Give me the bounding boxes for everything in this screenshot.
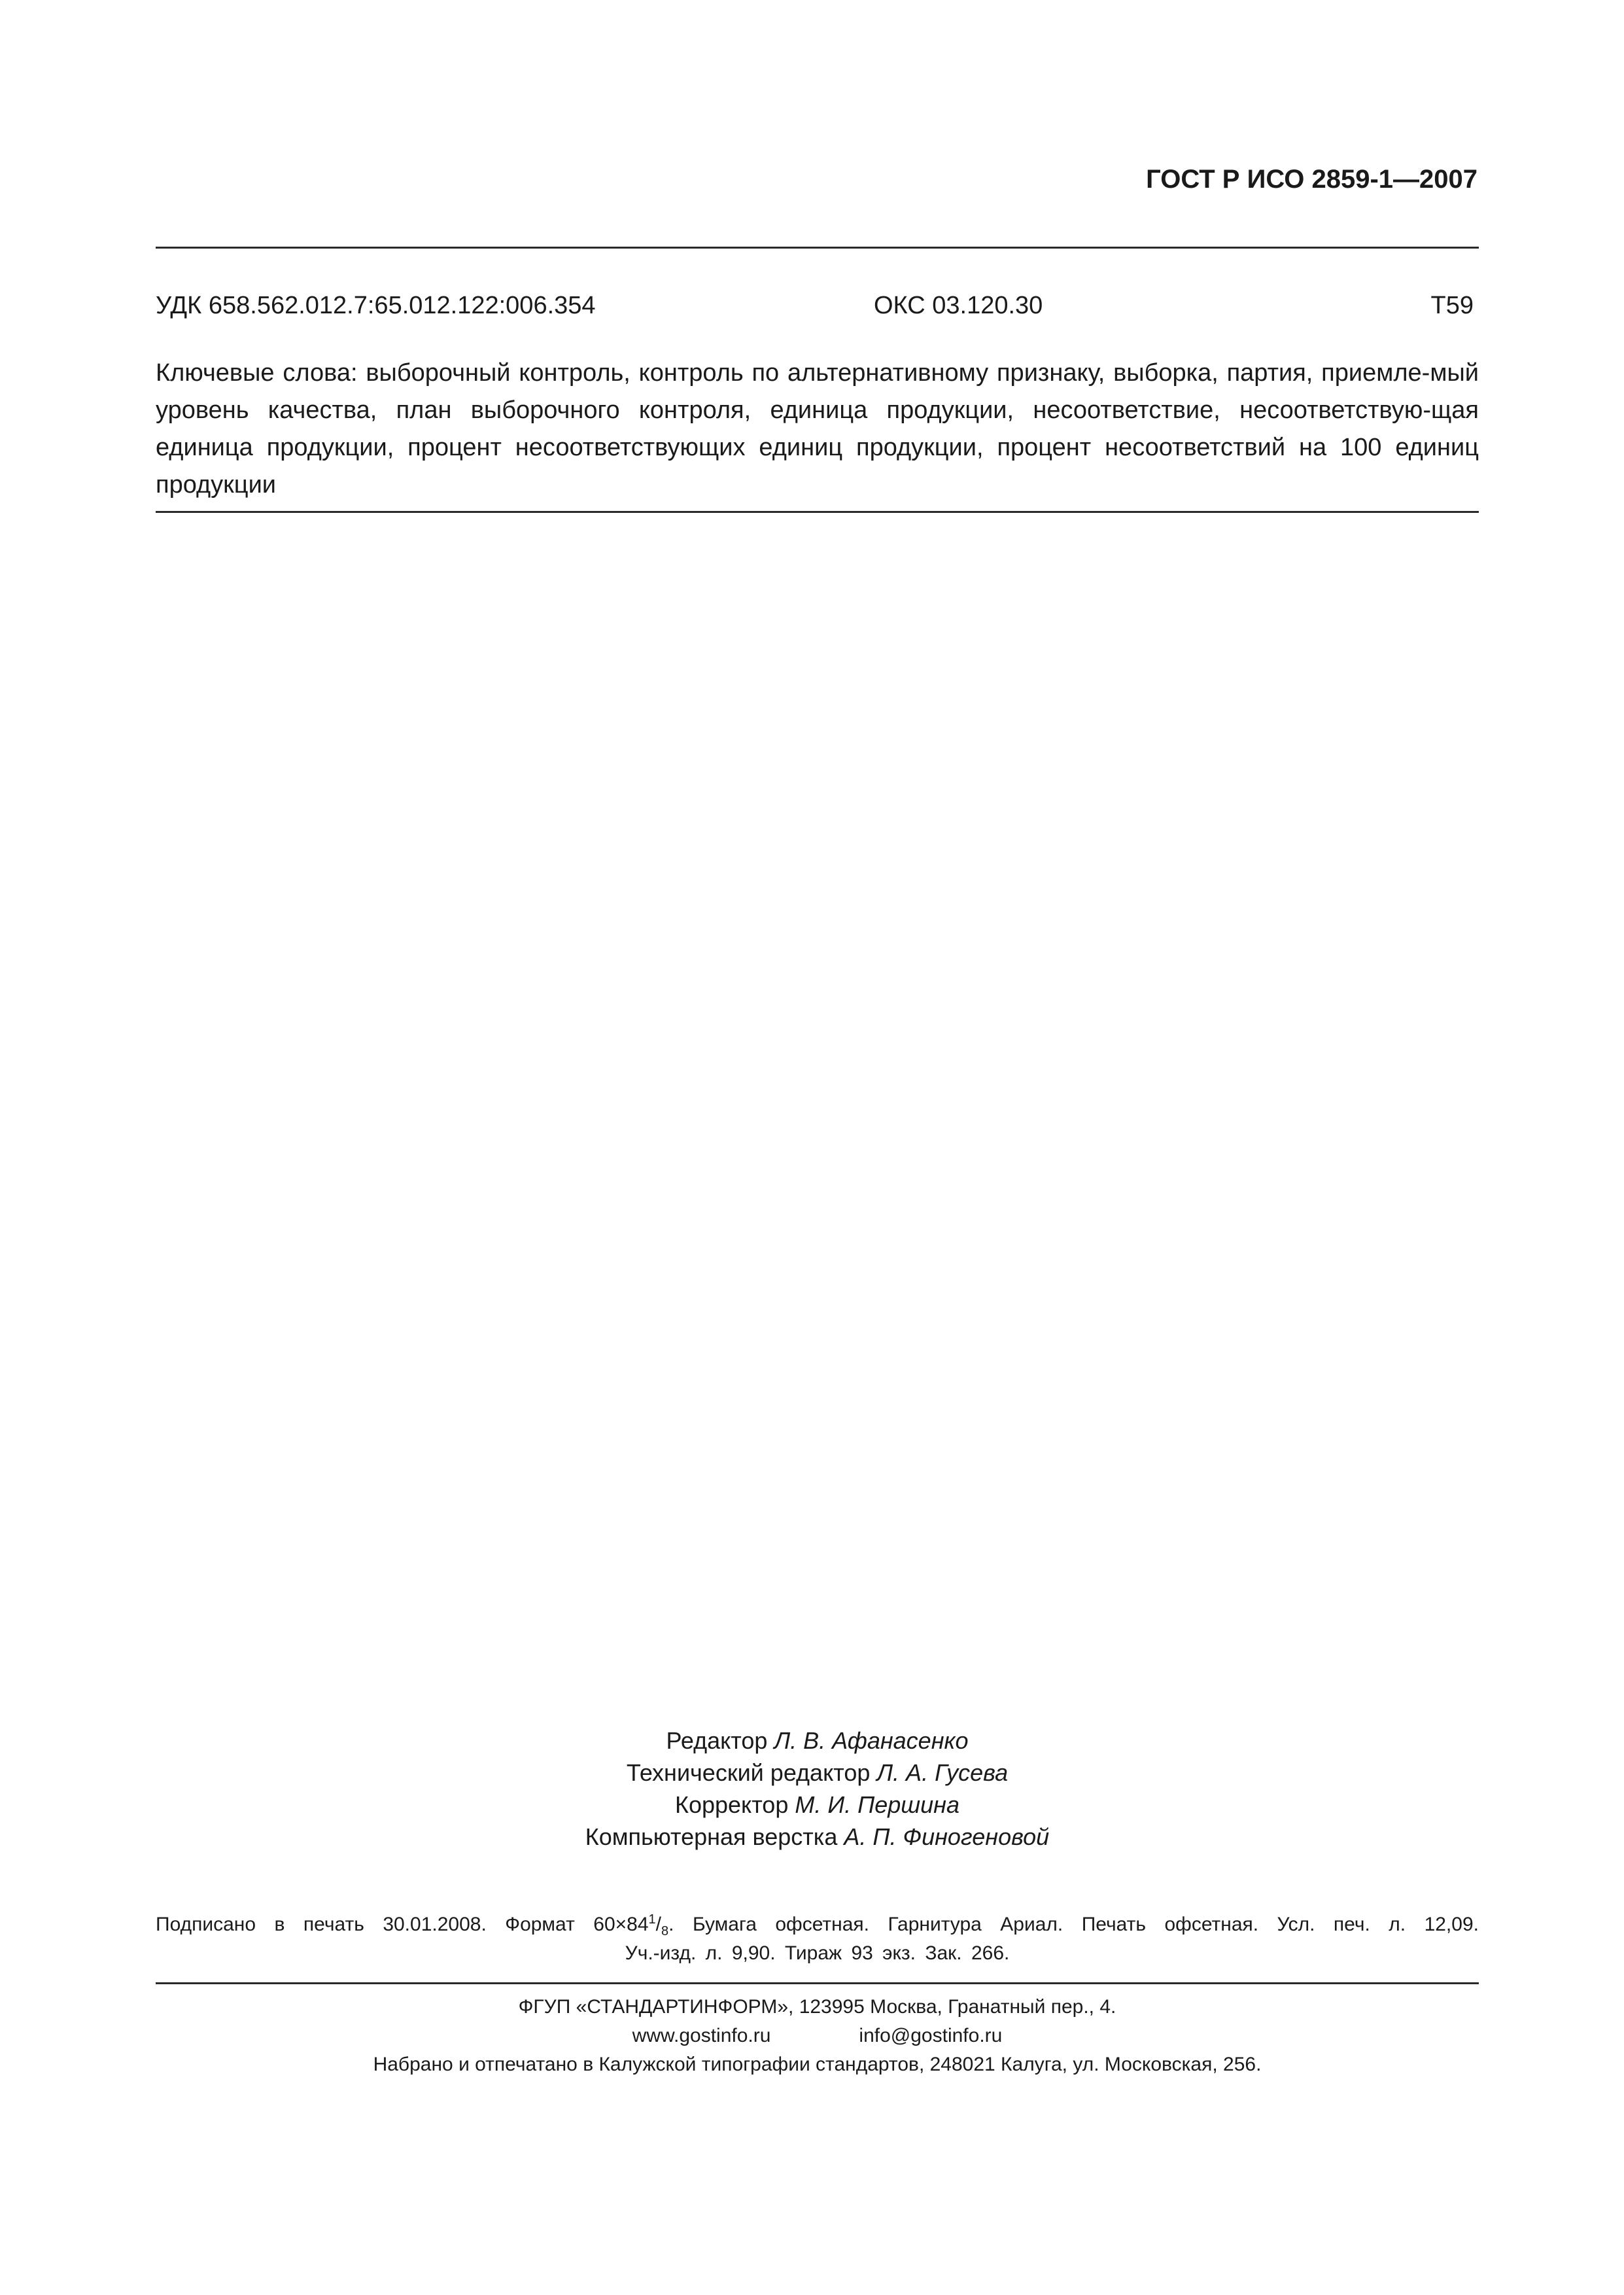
group-code: Т59 xyxy=(1430,292,1474,319)
staff-name: А. П. Финогеновой xyxy=(844,1823,1050,1850)
print-imprint xyxy=(156,1910,1479,1968)
staff-name: М. И. Першина xyxy=(795,1791,959,1818)
classification-row xyxy=(156,292,1479,324)
imprint-signed-suffix: . Бумага офсетная. Гарнитура Ариал. Печать офсетная. Усл. печ. л. 12,09. xyxy=(668,1914,1479,1935)
staff-line-layout xyxy=(156,1821,1479,1853)
editorial-staff xyxy=(156,1725,1479,1853)
staff-role: Технический редактор xyxy=(626,1759,871,1786)
udk-code: УДК 658.562.012.7:65.012.122:006.354 xyxy=(156,292,596,319)
format-numerator: 1 xyxy=(648,1912,656,1927)
document-code: ГОСТ Р ИСО 2859-1—2007 xyxy=(1146,165,1477,194)
staff-name: Л. А. Гусева xyxy=(876,1759,1009,1786)
keywords-divider xyxy=(156,511,1479,513)
imprint-signed-prefix: Подписано в печать 30.01.2008. Формат 60×84 xyxy=(156,1914,649,1935)
format-denominator: 8 xyxy=(661,1924,669,1938)
printing-house: Набрано и отпечатано в Калужской типографии стандартов, 248021 Калуга, ул. Московская, 256. xyxy=(373,2054,1262,2075)
keywords-paragraph: Ключевые слова: выборочный контроль, контроль по альтернативному признаку, выборка, партия, приемле-мый уровень качества, план выборочного контроля, единица продукции, несоответствие, несоответствую-щая единица продукции, процент несоответствующих единиц продукции, процент несоответствий на 100 единиц продукции xyxy=(156,359,1479,499)
publisher-website[interactable]: www.gostinfo.ru xyxy=(632,2025,771,2046)
format-slash: / xyxy=(655,1914,662,1935)
oks-code: ОКС 03.120.30 xyxy=(874,292,1043,319)
publisher-address: ФГУП «СТАНДАРТИНФОРМ», 123995 Москва, Гранатный пер., 4. xyxy=(518,1996,1116,2018)
imprint-line-signed xyxy=(156,1910,1479,1939)
staff-line-editor xyxy=(156,1725,1479,1757)
imprint-line-edition: Уч.-изд. л. 9,90. Тираж 93 экз. Зак. 266. xyxy=(625,1942,1010,1964)
publisher-contacts xyxy=(156,2022,1479,2050)
staff-line-tech-editor xyxy=(156,1757,1479,1789)
staff-line-proofreader xyxy=(156,1789,1479,1821)
top-divider xyxy=(156,247,1479,249)
publisher-email[interactable]: info@gostinfo.ru xyxy=(859,2025,1003,2046)
staff-name: Л. В. Афанасенко xyxy=(774,1727,969,1754)
imprint-divider xyxy=(156,1982,1479,1984)
staff-role: Редактор xyxy=(666,1727,768,1754)
staff-role: Компьютерная верстка xyxy=(585,1823,838,1850)
publisher-block xyxy=(156,1993,1479,2079)
staff-role: Корректор xyxy=(675,1791,789,1818)
